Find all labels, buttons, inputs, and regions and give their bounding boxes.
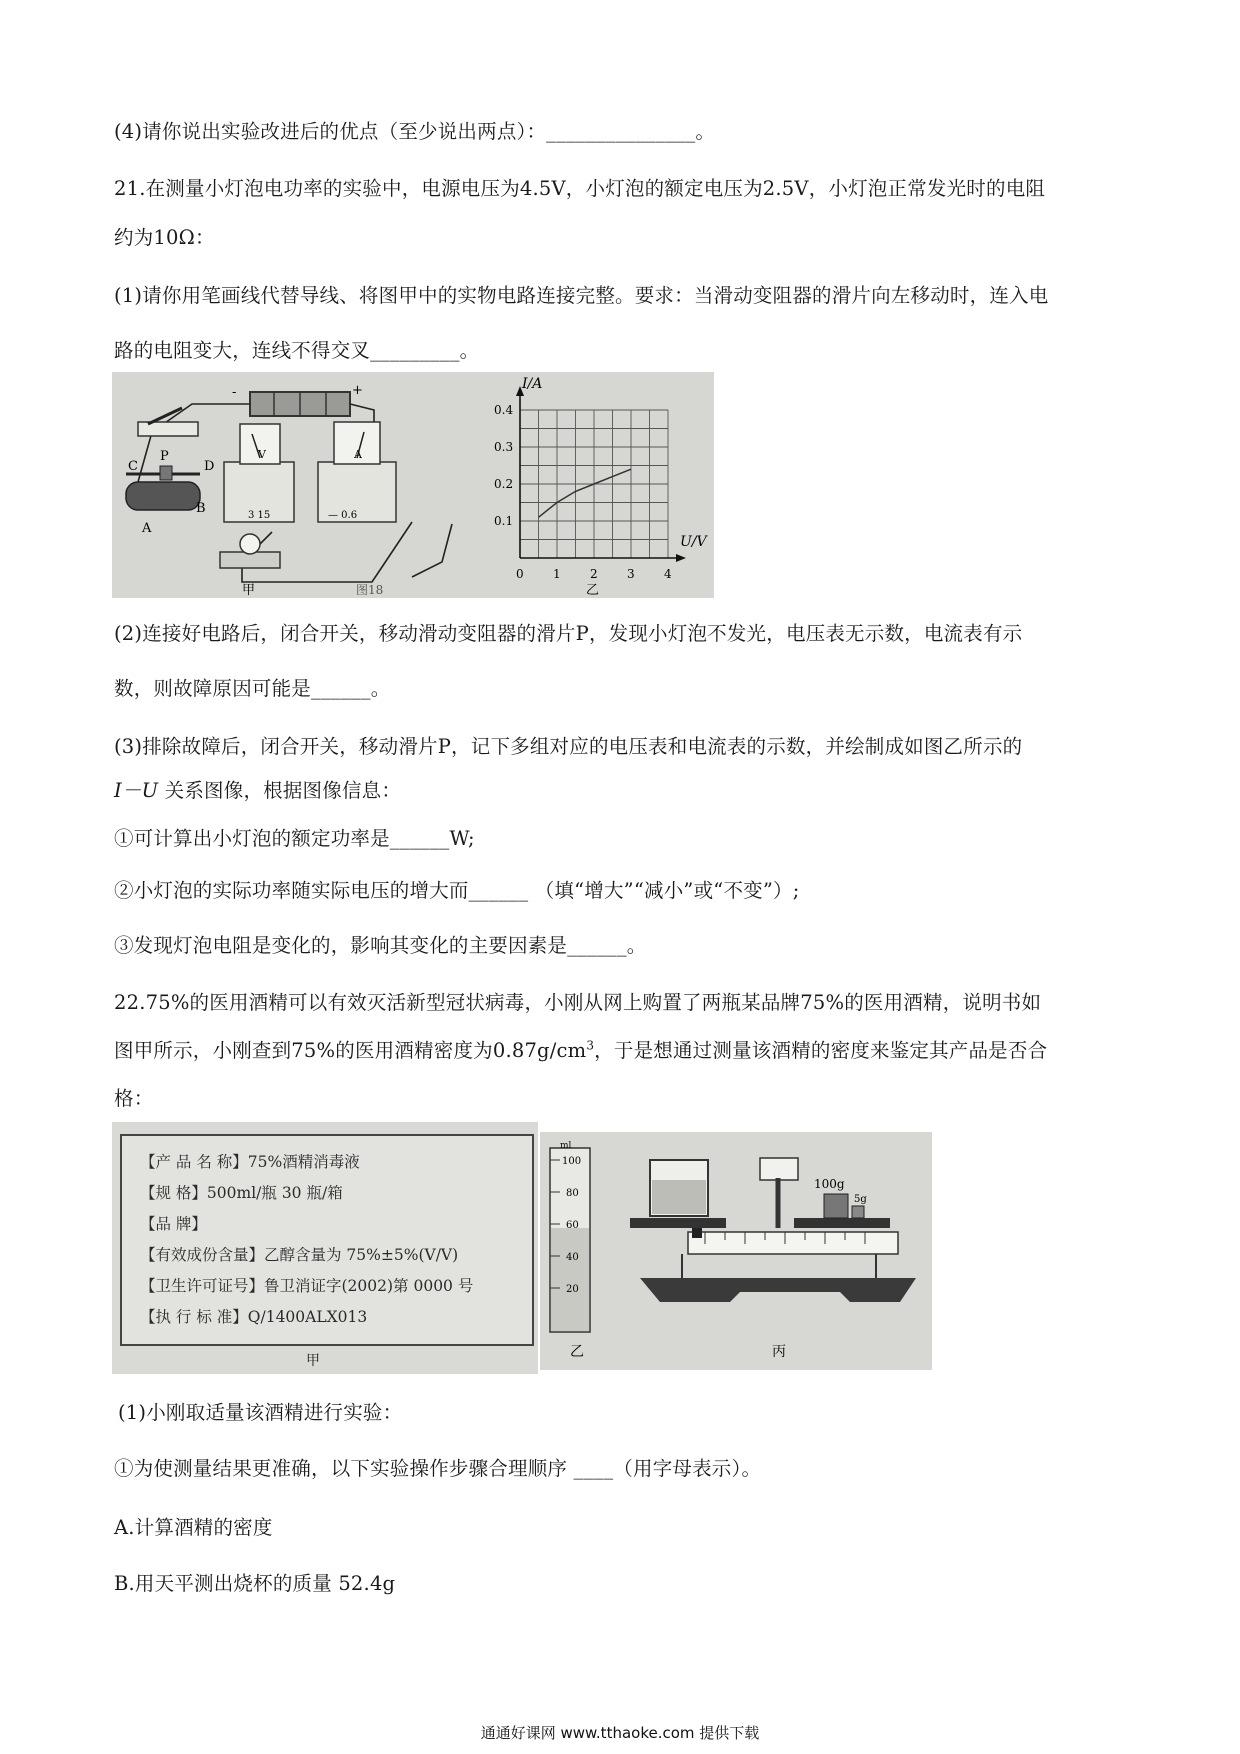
x-tick-label: 3: [627, 567, 635, 581]
x-tick-label: 4: [664, 567, 672, 581]
balance-base: [640, 1278, 916, 1302]
page-footer: 通通好课网 www.tthaoke.com 提供下载: [480, 1724, 760, 1742]
cylinder-tick-60: 60: [566, 1220, 579, 1231]
weight-100g-icon: [824, 1194, 848, 1218]
balance-beam: [688, 1232, 898, 1254]
iu-curve: [539, 469, 632, 517]
rheostat-label-c: C: [128, 459, 138, 474]
voltmeter-symbol: V: [258, 448, 266, 461]
q22-option-b: B.用天平测出烧杯的质量 52.4g: [114, 1572, 396, 1595]
q22-option-a: A.计算酒精的密度: [114, 1516, 273, 1539]
x-tick-label: 2: [590, 567, 598, 581]
y-tick-label: 0.2: [494, 477, 514, 491]
q22-intro-line3: 格：: [114, 1087, 154, 1110]
ammeter-range: — 0.6: [328, 510, 358, 521]
q22-intro-line2-a: 图甲所示，小刚查到75%的医用酒精密度为0.87g/cm: [114, 1039, 587, 1062]
cylinder-unit: ml: [560, 1141, 572, 1151]
fig-yi-label-22: 乙: [570, 1344, 584, 1360]
q21-part2-line2: 数，则故障原因可能是______。: [114, 677, 391, 700]
q21-part2-line1: (2)连接好电路后，闭合开关，移动滑动变阻器的滑片P，发现小灯泡不发光，电压表无示数，电流表有示: [114, 622, 1023, 645]
y-tick-label: 0.1: [494, 514, 514, 528]
q22-intro-line1: 22.75%的医用酒精可以有效灭活新型冠状病毒，小刚从网上购置了两瓶某品牌75%的医用酒精，说明书如: [114, 991, 1042, 1014]
cylinder-tick-100: 100: [562, 1156, 582, 1167]
q21-intro-line2: 约为10Ω：: [114, 226, 215, 249]
card-line-4: 【有效成份含量】乙醇含量为 75%±5%(V/V): [140, 1246, 459, 1264]
x-tick-label: 1: [553, 567, 561, 581]
rheostat-label-d: D: [204, 459, 215, 474]
q22-figure-yi-bing: [540, 1132, 932, 1370]
rheostat-label-p: P: [160, 449, 169, 464]
balance-icon: [630, 1158, 916, 1302]
card-line-5: 【卫生许可证号】鲁卫消证字(2002)第 0000 号: [140, 1277, 474, 1295]
q21-figure: [112, 372, 714, 598]
weight-5g-icon: [852, 1206, 864, 1218]
q22-part1: (1)小刚取适量该酒精进行实验：: [118, 1401, 403, 1424]
battery-plus-label: +: [352, 383, 363, 398]
bulb-icon: [240, 534, 260, 554]
fig-yi-label: 乙: [586, 583, 600, 598]
q21-figure-svg: [112, 372, 714, 598]
q21-part3-line2: [114, 775, 401, 803]
ammeter-symbol: A: [354, 448, 362, 461]
card-line-2: 【规 格】500ml/瓶 30 瓶/箱: [140, 1184, 343, 1202]
q21-part1-line2: 路的电阻变大，连线不得交叉_________。: [114, 339, 480, 362]
card-line-3: 【品 牌】: [140, 1215, 207, 1233]
q20-part4: (4)请你说出实验改进后的优点（至少说出两点）：_______________。: [114, 120, 716, 143]
q22-figure-svg: [540, 1132, 932, 1370]
q21-part3-line2-text: 关系图像，根据图像信息：: [158, 779, 402, 802]
rheostat-label-b: B: [196, 501, 206, 516]
voltmeter-range: 3 15: [248, 510, 271, 521]
weight-100g-label: 100g: [814, 1177, 845, 1191]
q22-sub1: ①为使测量结果更准确，以下实验操作步骤合理顺序 ____（用字母表示）。: [114, 1457, 762, 1480]
x-axis-label: U/V: [680, 534, 707, 550]
y-axis-label: I/A: [522, 376, 543, 392]
fig-jia-label-22: 甲: [306, 1353, 320, 1369]
y-tick-label: 0.4: [494, 403, 514, 417]
label-card: [120, 1134, 534, 1346]
y-tick-label: 0.3: [494, 440, 514, 454]
iu-graph: [494, 376, 709, 598]
weight-5g-label: 5g: [854, 1194, 867, 1205]
q22-intro-line2: [114, 1035, 1047, 1063]
fig-bing-label: 丙: [772, 1344, 786, 1360]
iu-variable: I－U: [114, 779, 159, 802]
q22-intro-line2-b: ，于是想通过测量该酒精的密度来鉴定其产品是否合: [594, 1039, 1048, 1062]
rheostat-label-a: A: [142, 521, 152, 536]
rheostat-icon: [126, 482, 200, 510]
q21-intro-line1: 21.在测量小灯泡电功率的实验中，电源电压为4.5V，小灯泡的额定电压为2.5V，小灯泡正常发光时的电阻: [114, 177, 1046, 200]
q22-figure-jia: [112, 1122, 538, 1374]
q21-sub1: ①可计算出小灯泡的额定功率是______W;: [114, 827, 475, 850]
cylinder-tick-40: 40: [566, 1252, 579, 1263]
cylinder-tick-20: 20: [566, 1284, 579, 1295]
q21-sub2: ②小灯泡的实际功率随实际电压的增大而______ （填“增大”“减小”或“不变”）;: [114, 879, 800, 902]
card-line-1: 【产 品 名 称】75%酒精消毒液: [140, 1153, 360, 1171]
fig-caption: 图18: [356, 583, 384, 597]
battery-minus-label: -: [232, 385, 237, 400]
card-line-6: 【执 行 标 准】Q/1400ALX013: [140, 1308, 368, 1326]
q21-sub3: ③发现灯泡电阻是变化的，影响其变化的主要因素是______。: [114, 934, 647, 957]
cylinder-tick-80: 80: [566, 1188, 579, 1199]
q21-part3-line1: (3)排除故障后，闭合开关，移动滑片P，记下多组对应的电压表和电流表的示数，并绘制成如图乙所示的: [114, 735, 1023, 758]
q22-intro-sup: 3: [586, 1038, 595, 1053]
q21-part1-line1: (1)请你用笔画线代替导线、将图甲中的实物电路连接完整。要求：当滑动变阻器的滑片向左移动时，连入电: [114, 284, 1049, 307]
fig-jia-label: 甲: [242, 583, 256, 598]
x-tick-label: 0: [516, 567, 524, 581]
switch-icon: [138, 422, 198, 436]
